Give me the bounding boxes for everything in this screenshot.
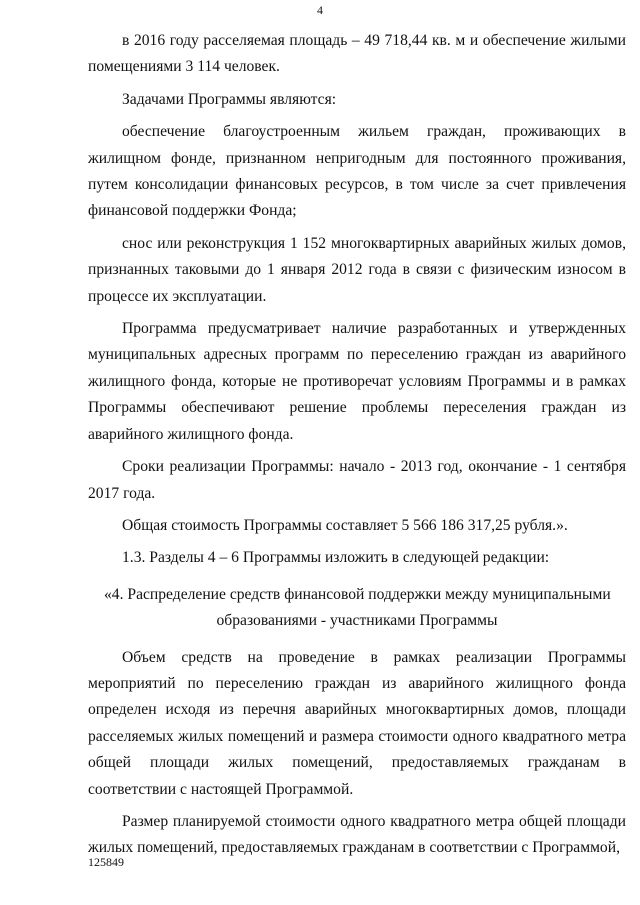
section-title: [88, 582, 626, 635]
paragraph-planned-cost: Размер планируемой стоимости одного квадратного метра общей площади жилых помещений, предоставляемых гражданам в соответствии с Программой,: [88, 812, 626, 857]
paragraph-funding-volume: Объем средств на проведение в рамках реализации Программы мероприятий по переселению граждан из аварийного жилищного фонда определен исходя из перечня аварийных многоквартирных домов, площади расселяемых жилых помещений и размера стоимости одного квадратного метра общей площади жилых помещений, предоставляемых гражданам в соответствии с настоящей Программой.: [88, 648, 626, 798]
paragraph-sections-amendment: 1.3. Разделы 4 – 6 Программы изложить в следующей редакции:: [122, 549, 550, 567]
section-title-line2: образованиями - участниками Программы: [216, 612, 498, 630]
paragraph-implementation-period: Сроки реализации Программы: начало - 2013 год, окончание - 1 сентября 2017 года.: [88, 458, 626, 502]
paragraph-tasks-heading: Задачами Программы являются:: [122, 90, 337, 108]
footer-document-code: 125849: [88, 855, 124, 869]
paragraph-resettlement-area: в 2016 году расселяемая площадь – 49 718,44 кв. м и обеспечение жилыми помещениями 3 114 человек.: [88, 32, 626, 76]
paragraph-task-demolition: снос или реконструкция 1 152 многоквартирных аварийных жилых домов, признанных таковыми до 1 января 2012 года в связи с физическим износом в процессе их эксплуатации.: [88, 234, 626, 305]
page-number: 4: [317, 3, 323, 17]
paragraph-program-provides: Программа предусматривает наличие разработанных и утвержденных муниципальных адресных программ по переселению граждан из аварийного жилищного фонда, которые не противоречат условиям Программы и в рамках Программы обеспечивают решение проблемы переселения граждан из аварийного жилищного фонда.: [88, 320, 626, 443]
document-body: [88, 28, 626, 862]
paragraph-total-cost: Общая стоимость Программы составляет 5 566 186 317,25 рубля.».: [122, 516, 568, 534]
paragraph-task-housing: обеспечение благоустроенным жильем граждан, проживающих в жилищном фонде, признанном непригодным для постоянного проживания, путем консолидации финансовых ресурсов, в том числе за счет привлечения финансовой поддержки Фонда;: [88, 123, 626, 220]
section-title-line1: «4. Распределение средств финансовой поддержки между муниципальными: [104, 585, 611, 603]
